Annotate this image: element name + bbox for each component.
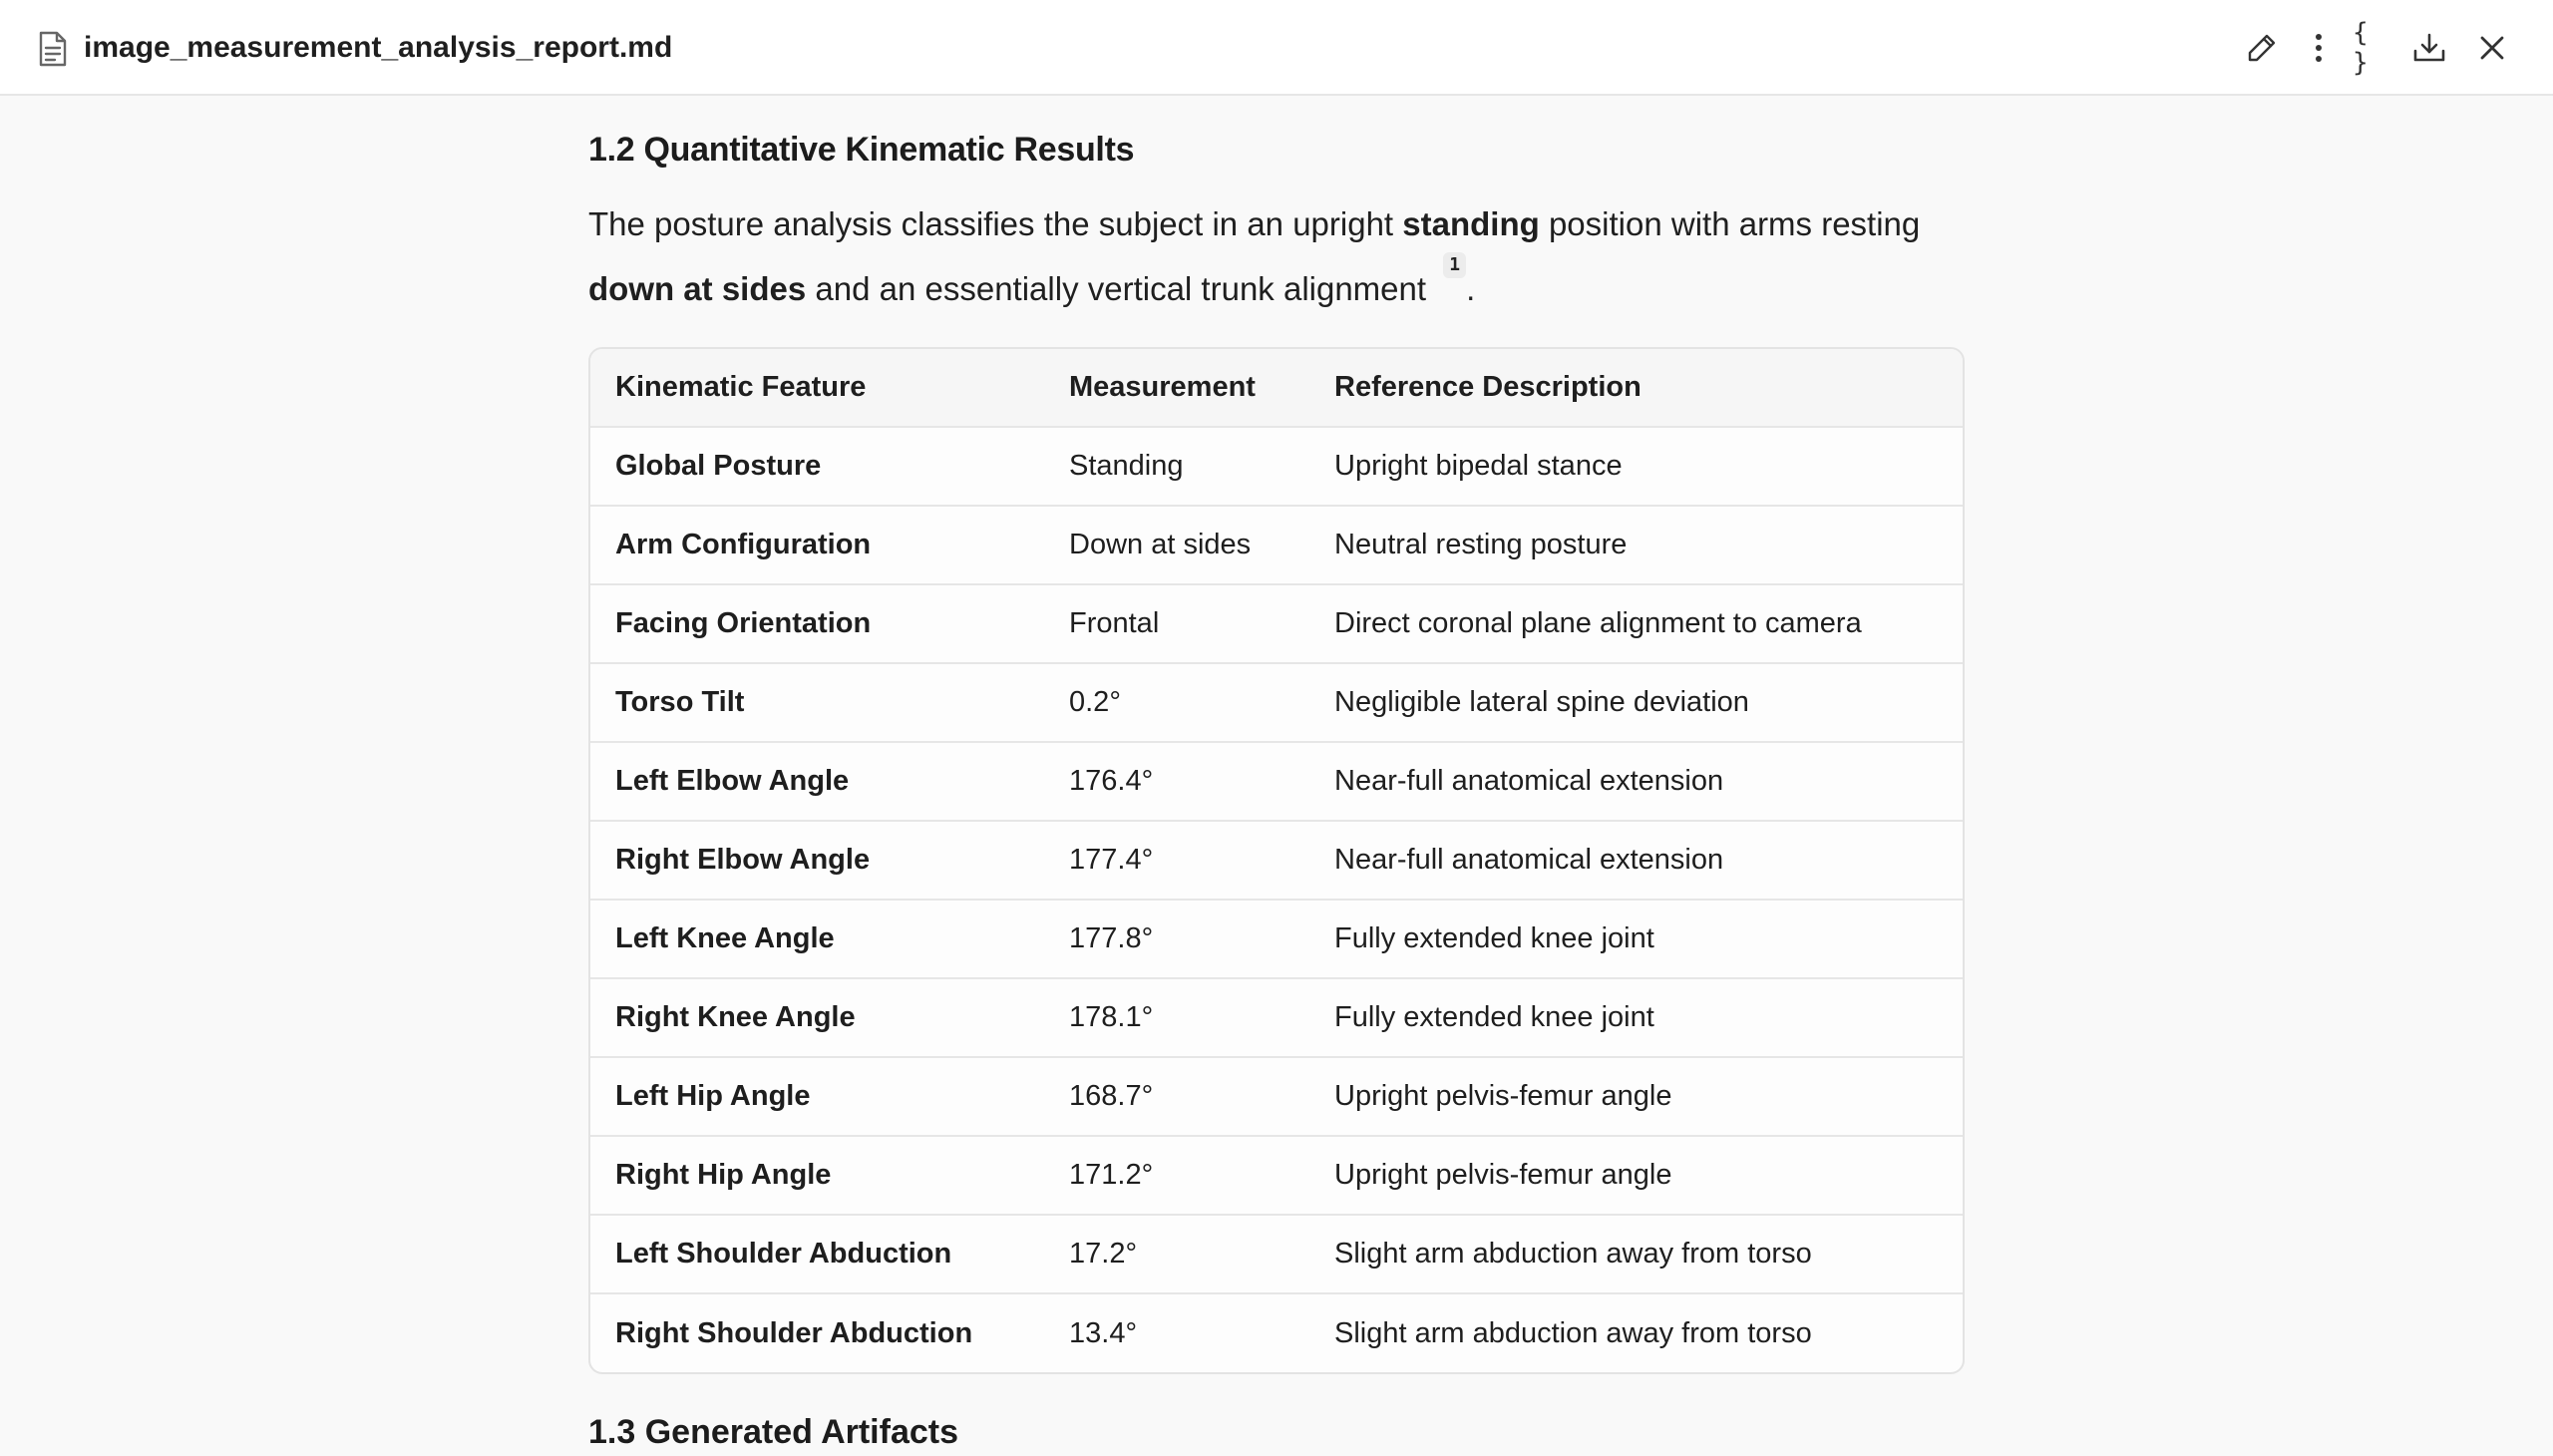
table-row (590, 663, 1963, 742)
close-button[interactable] (2470, 26, 2514, 70)
measurement-cell: Standing (1069, 450, 1184, 482)
column-header-measurement: Measurement (1069, 371, 1256, 403)
feature-cell: Right Hip Angle (615, 1159, 832, 1191)
file-name: image_measurement_analysis_report.md (84, 31, 673, 64)
table-row (590, 900, 1963, 978)
description-cell: Near-full anatomical extension (1334, 765, 1724, 797)
table-row (590, 1293, 1963, 1372)
measurement-cell: 13.4° (1069, 1316, 1138, 1349)
feature-cell: Right Knee Angle (615, 1001, 856, 1033)
table-row (590, 1136, 1963, 1215)
document-icon (38, 31, 68, 67)
measurement-cell: Frontal (1069, 607, 1160, 639)
feature-cell: Left Knee Angle (615, 922, 835, 954)
measurement-cell: 176.4° (1069, 765, 1154, 797)
more-vertical-icon (2314, 32, 2324, 64)
edit-button[interactable] (2240, 26, 2284, 70)
table-header-row (590, 349, 1963, 427)
feature-cell: Left Shoulder Abduction (615, 1238, 952, 1270)
description-cell: Direct coronal plane alignment to camera (1334, 607, 1862, 639)
download-button[interactable] (2407, 26, 2451, 70)
description-cell: Slight arm abduction away from torso (1334, 1316, 1812, 1349)
view-source-button[interactable] (2353, 18, 2396, 78)
paragraph-text: The posture analysis classifies the subject in an upright (588, 205, 1403, 242)
table-row (590, 821, 1963, 900)
feature-cell: Arm Configuration (615, 529, 872, 560)
description-cell: Upright pelvis-femur angle (1334, 1080, 1672, 1112)
feature-cell: Right Shoulder Abduction (615, 1316, 973, 1349)
description-cell: Near-full anatomical extension (1334, 844, 1724, 876)
footnote-reference[interactable]: 1 (1443, 252, 1466, 278)
measurement-cell: 168.7° (1069, 1080, 1154, 1112)
table-row (590, 1215, 1963, 1293)
measurement-cell: 17.2° (1069, 1238, 1138, 1270)
measurement-cell: 177.8° (1069, 922, 1154, 954)
paragraph-text: position with arms resting (1539, 205, 1921, 242)
download-icon (2412, 32, 2446, 64)
close-icon (2479, 35, 2505, 61)
paragraph-text: and an essentially vertical trunk alignment (806, 270, 1436, 307)
table-row (590, 506, 1963, 584)
kinematics-table (590, 349, 1963, 1372)
description-cell: Fully extended knee joint (1334, 922, 1654, 954)
file-viewer-header (0, 0, 2553, 96)
feature-cell: Global Posture (615, 450, 822, 482)
description-cell: Fully extended knee joint (1334, 1001, 1654, 1033)
column-header-feature: Kinematic Feature (615, 371, 867, 403)
description-cell: Upright pelvis-femur angle (1334, 1159, 1672, 1191)
more-options-button[interactable] (2297, 26, 2341, 70)
measurement-cell: 171.2° (1069, 1159, 1154, 1191)
description-cell: Upright bipedal stance (1334, 450, 1623, 482)
description-cell: Negligible lateral spine deviation (1334, 686, 1749, 718)
bold-term-standing: standing (1402, 205, 1540, 242)
description-cell: Slight arm abduction away from torso (1334, 1238, 1812, 1270)
feature-cell: Torso Tilt (615, 686, 745, 718)
measurement-cell: 177.4° (1069, 844, 1154, 876)
pencil-icon (2246, 32, 2278, 64)
section-heading: 1.2 Quantitative Kinematic Results (588, 131, 1135, 169)
paragraph-text: . (1466, 270, 1476, 307)
feature-cell: Left Elbow Angle (615, 765, 850, 797)
description-cell: Neutral resting posture (1334, 529, 1628, 560)
table-row (590, 978, 1963, 1057)
column-header-description: Reference Description (1334, 371, 1641, 403)
table-row (590, 584, 1963, 663)
table-row (590, 742, 1963, 821)
kinematics-table-container (588, 347, 1965, 1374)
measurement-cell: 0.2° (1069, 686, 1121, 718)
feature-cell: Left Hip Angle (615, 1080, 811, 1112)
next-section-heading: 1.3 Generated Artifacts (588, 1413, 958, 1451)
feature-cell: Right Elbow Angle (615, 844, 871, 876)
braces-icon: { } (2353, 18, 2370, 78)
measurement-cell: 178.1° (1069, 1001, 1154, 1033)
summary-paragraph (588, 195, 1965, 317)
table-row (590, 427, 1963, 506)
feature-cell: Facing Orientation (615, 607, 872, 639)
table-row (590, 1057, 1963, 1136)
measurement-cell: Down at sides (1069, 529, 1252, 560)
bold-term-arms: down at sides (588, 270, 807, 307)
